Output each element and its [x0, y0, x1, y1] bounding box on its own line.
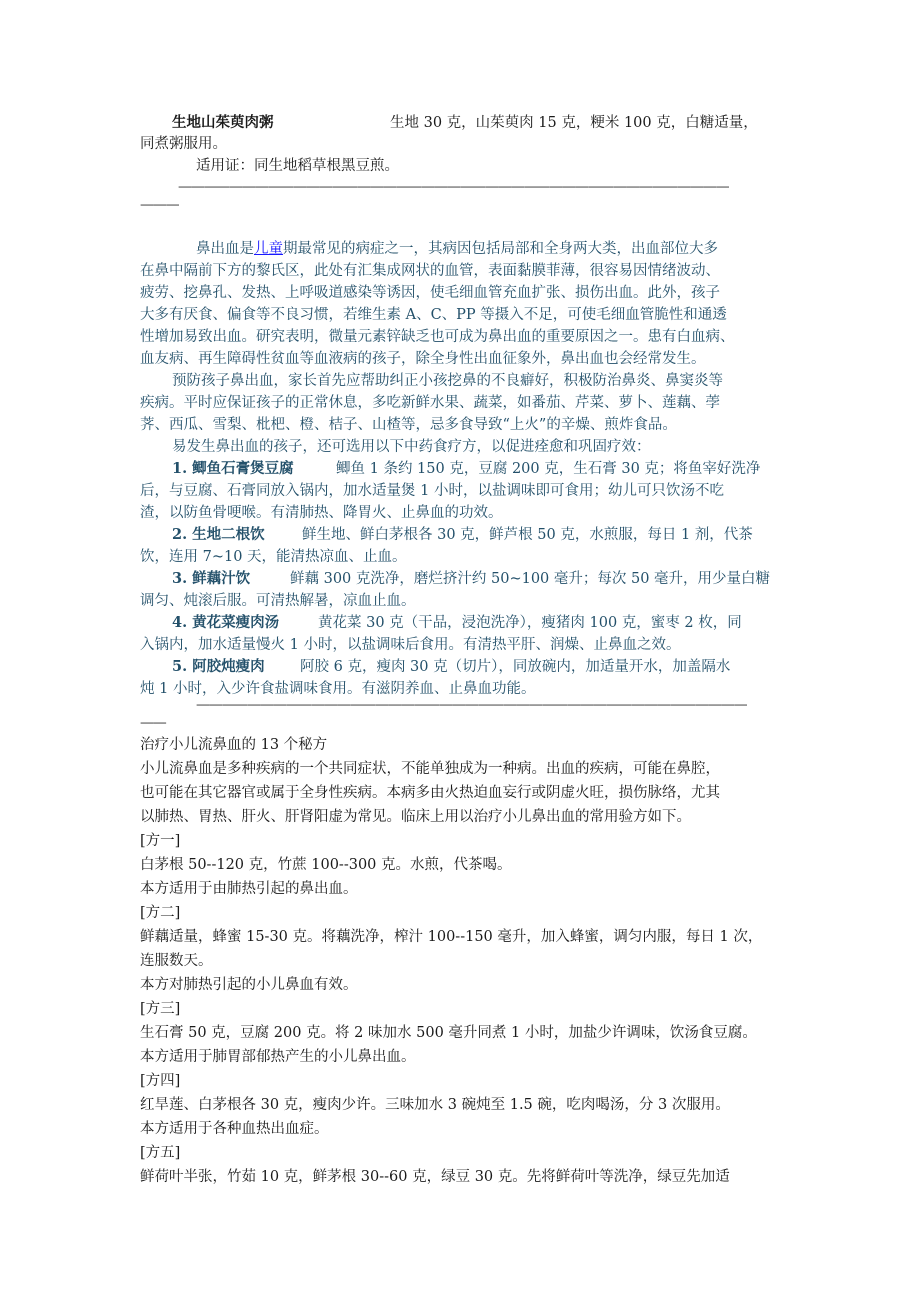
section-heading: 治疗小儿流鼻血的 13 个秘方 [140, 737, 328, 753]
recipe-line: 渣，以防鱼骨哽喉。有清肺热、降胃火、止鼻血的功效。 [140, 505, 503, 521]
formula-line: 白茅根 50--120 克，竹蔗 100--300 克。水煎，代茶喝。 [140, 857, 512, 873]
intro-line [196, 238, 718, 260]
recipe-title: 1. 鲫鱼石膏煲豆腐 [172, 460, 294, 477]
formula-line: 本方对肺热引起的小儿鼻血有效。 [140, 977, 358, 993]
top-recipe-indication: 适用证：同生地稻草根黑豆煎。 [196, 158, 399, 174]
children-link[interactable]: 儿童 [254, 241, 283, 257]
formula-label: [方二] [140, 905, 181, 921]
prevention-line: 疾病。平时应保证孩子的正常休息，多吃新鲜水果、蔬菜，如番茄、芹菜、萝卜、莲藕、荸 [140, 395, 720, 411]
intro-line: 在鼻中隔前下方的黎氏区，此处有汇集成网状的血管，表面黏膜菲薄，很容易因情绪波动、 [140, 263, 720, 279]
recipe-line: 鲫鱼 1 条约 150 克，豆腐 200 克，生石膏 30 克；将鱼宰好洗净 [336, 461, 761, 477]
formula-line: 红旱莲、白茅根各 30 克，瘦肉少许。三味加水 3 碗炖至 1.5 碗，吃肉喝汤，分 3 次服用。 [140, 1097, 730, 1113]
intro-text: 鼻出血是 [196, 241, 254, 257]
recipe-line: 饮，连用 7~10 天，能清热凉血、止血。 [140, 549, 407, 565]
recipe-title: 4. 黄花菜瘦肉汤 [172, 614, 280, 631]
formula-line: 本方适用于肺胃部郁热产生的小儿鼻出血。 [140, 1049, 416, 1065]
separator-line: ——————————————————————————————————————————— [178, 179, 729, 195]
intro-line: 疲劳、挖鼻孔、发热、上呼吸道感染等诱因，使毛细血管充血扩张、损伤出血。此外，孩子 [140, 285, 720, 301]
recipe-line: 黄花菜 30 克（干品，浸泡洗净），瘦猪肉 100 克，蜜枣 2 枚，同 [318, 615, 742, 631]
recipe-line: 后，与豆腐、石膏同放入锅内，加水适量煲 1 小时，以盐调味即可食用；幼儿可只饮汤不吃 [140, 483, 724, 499]
section-intro-line: 以肺热、胃热、肝火、肝肾阳虚为常见。临床上用以治疗小儿鼻出血的常用验方如下。 [140, 809, 691, 825]
prevention-line: 预防孩子鼻出血，家长首先应帮助纠正小孩挖鼻的不良癖好，积极防治鼻炎、鼻窦炎等 [172, 373, 723, 389]
recipe-line: 阿胶 6 克，瘦肉 30 克（切片），同放碗内，加适量开水，加盖隔水 [300, 659, 731, 675]
intro-line: 大多有厌食、偏食等不良习惯，若维生素 A、C、PP 等摄入不足，可使毛细血管脆性和通透 [140, 307, 727, 323]
recipe-title: 3. 鲜藕汁饮 [172, 570, 251, 587]
formula-label: [方五] [140, 1145, 181, 1161]
formula-line: 鲜荷叶半张，竹茹 10 克，鲜茅根 30--60 克，绿豆 30 克。先将鲜荷叶等洗净，绿豆先加适 [140, 1169, 730, 1185]
separator-line: —— [140, 715, 166, 731]
formula-line: 本方适用于各种血热出血症。 [140, 1121, 329, 1137]
formula-line: 连服数天。 [140, 953, 213, 969]
intro-text: 期最常见的病症之一，其病因包括局部和全身两大类，出血部位大多 [283, 241, 718, 257]
recipe-line: 鲜藕 300 克洗净，磨烂挤汁约 50~100 毫升；每次 50 毫升，用少量白糖 [290, 571, 771, 587]
remedy-intro-line: 易发生鼻出血的孩子，还可选用以下中药食疗方，以促进痊愈和巩固疗效： [172, 439, 651, 455]
recipe-title: 2. 生地二根饮 [172, 526, 265, 543]
section-intro-line: 小儿流鼻血是多种疾病的一个共同症状，不能单独成为一种病。出血的疾病，可能在鼻腔， [140, 761, 720, 777]
recipe-title: 5. 阿胶炖瘦肉 [172, 658, 265, 675]
recipe-line: 鲜生地、鲜白茅根各 30 克，鲜芦根 50 克，水煎服，每日 1 剂，代茶 [302, 527, 753, 543]
formula-label: [方一] [140, 833, 181, 849]
formula-line: 本方适用于由肺热引起的鼻出血。 [140, 881, 358, 897]
recipe-line: 调匀、炖滚后服。可清热解暑，凉血止血。 [140, 593, 416, 609]
section-intro-line: 也可能在其它器官或属于全身性疾病。本病多由火热迫血妄行或阴虚火旺，损伤脉络，尤其 [140, 785, 720, 801]
prevention-line: 荠、西瓜、雪梨、枇杷、橙、桔子、山楂等，忌多食导致“上火”的辛燥、煎炸食品。 [140, 417, 677, 433]
top-recipe-title: 生地山茱萸肉粥 [172, 114, 274, 131]
recipe-line: 入锅内，加水适量慢火 1 小时，以盐调味后食用。有清热平肝、润燥、止鼻血之效。 [140, 637, 681, 653]
formula-label: [方四] [140, 1073, 181, 1089]
formula-line: 生石膏 50 克，豆腐 200 克。将 2 味加水 500 毫升同煮 1 小时，加盐少许调味，饮汤食豆腐。 [140, 1025, 757, 1041]
formula-line: 鲜藕适量，蜂蜜 15-30 克。将藕洗净，榨汁 100--150 毫升，加入蜂蜜，调匀内服，每日 1 次， [140, 929, 763, 945]
separator-line: ——————————————————————————————————————————— [196, 697, 747, 713]
top-recipe-line2: 同煮粥服用。 [140, 136, 227, 152]
top-recipe-line1: 生地 30 克，山茱萸肉 15 克，粳米 100 克，白糖适量， [390, 115, 758, 131]
recipe-line: 炖 1 小时，入少许食盐调味食用。有滋阴养血、止鼻血功能。 [140, 681, 536, 697]
intro-line: 血友病、再生障碍性贫血等血液病的孩子，除全身性出血征象外，鼻出血也会经常发生。 [140, 351, 706, 367]
formula-label: [方三] [140, 1001, 181, 1017]
separator-line: ——— [140, 197, 179, 213]
intro-line: 性增加易致出血。研究表明，微量元素锌缺乏也可成为鼻出血的重要原因之一。患有白血病、 [140, 329, 735, 345]
